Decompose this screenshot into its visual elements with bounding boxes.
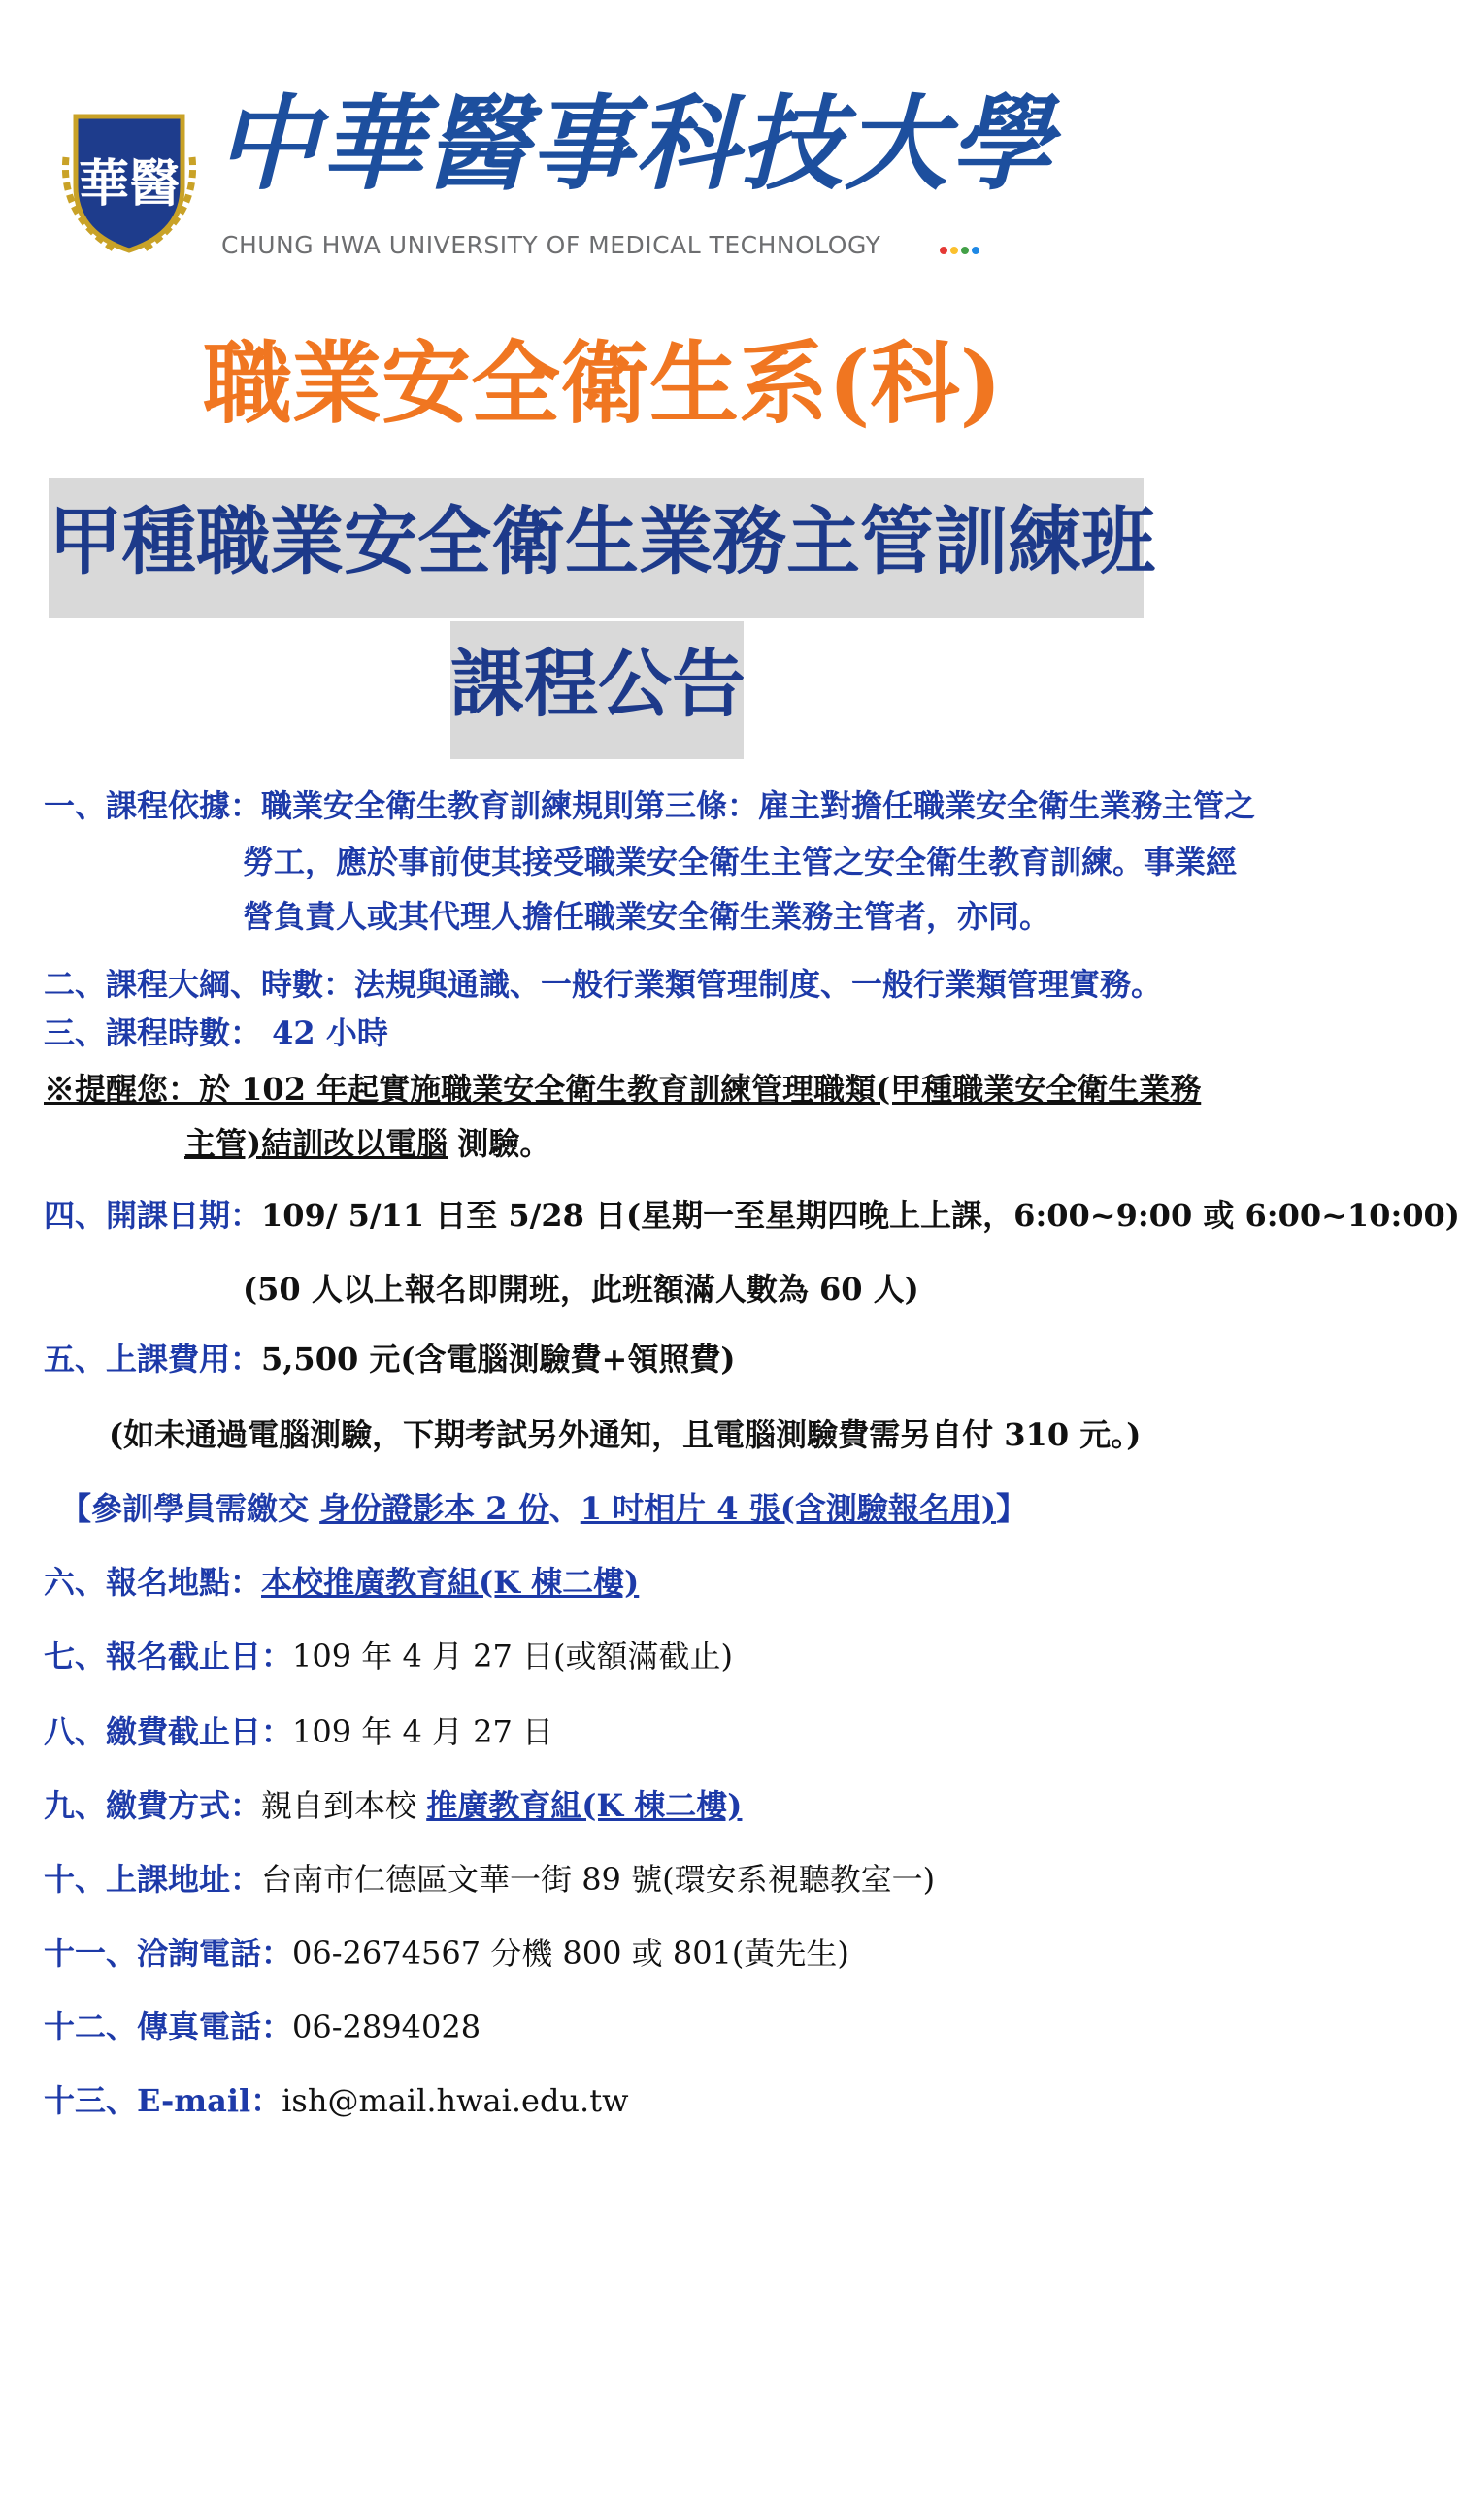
deadline-text: 109 年 4 月 27 日(或額滿截止) bbox=[292, 1638, 734, 1674]
phone-line bbox=[44, 1932, 849, 1974]
hours-label: 三、課程時數： bbox=[44, 1014, 262, 1051]
register-text: 本校推廣教育組(K 棟二樓) bbox=[261, 1564, 640, 1601]
fee-line bbox=[44, 1338, 735, 1380]
outline-label: 二、課程大綱、時數： bbox=[44, 966, 355, 1003]
required-docs-photo: 1 吋相片 4 張(含測驗報名用) bbox=[580, 1490, 996, 1527]
hours-line bbox=[44, 1011, 388, 1054]
dot-green bbox=[961, 247, 969, 254]
date-text: 109/ 5/11 日至 5/28 日(星期一至星期四晚上上課，6:00~9:00 或 6:00~10:00) bbox=[261, 1197, 1460, 1234]
register-line bbox=[44, 1561, 639, 1604]
dot-yellow bbox=[950, 247, 958, 254]
reminder-text-2c: 測驗。 bbox=[457, 1125, 551, 1162]
fax-text: 06-2894028 bbox=[292, 2008, 481, 2045]
hours-text: 42 小時 bbox=[261, 1014, 388, 1051]
university-name-en: CHUNG HWA UNIVERSITY OF MEDICAL TECHNOLOGY bbox=[221, 231, 881, 259]
reminder-line-1 bbox=[44, 1068, 1201, 1111]
required-docs-id-copy: 身份證影本 2 份 bbox=[319, 1490, 549, 1527]
date-note: (50 人以上報名即開班，此班額滿人數為 60 人) bbox=[243, 1271, 919, 1308]
address-text: 台南市仁德區文華一街 89 號(環安系視聽教室一) bbox=[261, 1861, 936, 1898]
basis-line-3 bbox=[243, 895, 1050, 938]
pay-method-text: 親自到本校 bbox=[261, 1787, 427, 1824]
date-note-line bbox=[243, 1268, 919, 1310]
dot-blue bbox=[972, 247, 979, 254]
required-docs-separator: 、 bbox=[548, 1490, 581, 1527]
address-label: 十、上課地址： bbox=[44, 1861, 262, 1898]
deadline-label: 七、報名截止日： bbox=[44, 1638, 293, 1674]
pay-method-label: 九、繳費方式： bbox=[44, 1787, 262, 1824]
university-name-cn: 中華醫事科技大學 bbox=[216, 83, 1054, 204]
reminder-text-2a: 主管) bbox=[184, 1125, 262, 1162]
reminder-line-2 bbox=[184, 1122, 550, 1165]
register-label: 六、報名地點： bbox=[44, 1564, 262, 1601]
required-docs-suffix: 】 bbox=[995, 1490, 1027, 1527]
fee-text: 5,500 元(含電腦測驗費+領照費) bbox=[261, 1341, 736, 1377]
email-label: 十三、E-mail： bbox=[44, 2082, 282, 2119]
reminder-label: ※提醒您： bbox=[44, 1071, 200, 1108]
fee-label: 五、上課費用： bbox=[44, 1341, 262, 1377]
email-text: ish@mail.hwai.edu.tw bbox=[282, 2082, 629, 2119]
course-title: 甲種職業安全衛生業務主管訓練班 bbox=[49, 498, 1155, 584]
deadline-line bbox=[44, 1635, 733, 1677]
pay-method-line bbox=[44, 1784, 742, 1827]
fax-label: 十二、傳真電話： bbox=[44, 2008, 293, 2045]
dot-red bbox=[940, 247, 947, 254]
basis-text-1: 職業安全衛生教育訓練規則第三條：雇主對擔任職業安全衛生業務主管之 bbox=[261, 787, 1256, 824]
basis-label: 一、課程依據： bbox=[44, 787, 262, 824]
fee-note: (如未通過電腦測驗，下期考試另外通知，且電腦測驗費需另自付 310 元。) bbox=[109, 1416, 1142, 1453]
department-title: 職業安全衛生系(科) bbox=[202, 331, 1003, 436]
pay-method-location: 推廣教育組(K 棟二樓) bbox=[426, 1787, 743, 1824]
date-label: 四、開課日期： bbox=[44, 1197, 262, 1234]
pay-deadline-text: 109 年 4 月 27 日 bbox=[292, 1713, 554, 1750]
address-line bbox=[44, 1858, 935, 1901]
required-docs-line bbox=[60, 1487, 1027, 1530]
email-line bbox=[44, 2079, 628, 2122]
date-line bbox=[44, 1194, 1460, 1237]
basis-line-1 bbox=[44, 784, 1255, 827]
emblem-text: 華醫 bbox=[78, 154, 181, 214]
outline-text: 法規與通識、一般行業類管理制度、一般行業類管理實務。 bbox=[354, 966, 1163, 1003]
phone-label: 十一、洽詢電話： bbox=[44, 1935, 293, 1972]
basis-text-3: 營負責人或其代理人擔任職業安全衛生業務主管者，亦同。 bbox=[243, 898, 1051, 935]
reminder-text-2b: 結訓改以電腦 bbox=[261, 1125, 448, 1162]
pay-deadline-label: 八、繳費截止日： bbox=[44, 1713, 293, 1750]
notice-title: 課程公告 bbox=[450, 641, 746, 727]
university-emblem bbox=[56, 109, 202, 254]
outline-line bbox=[44, 963, 1162, 1006]
basis-text-2: 勞工，應於事前使其接受職業安全衛生主管之安全衛生教育訓練。事業經 bbox=[243, 844, 1238, 880]
fax-line bbox=[44, 2006, 481, 2048]
required-docs-prefix: 【參訓學員需繳交 bbox=[60, 1490, 320, 1527]
phone-text: 06-2674567 分機 800 或 801(黃先生) bbox=[292, 1935, 849, 1972]
reminder-text-1: 於 102 年起實施職業安全衛生教育訓練管理職類(甲種職業安全衛生業務 bbox=[199, 1071, 1202, 1108]
basis-line-2 bbox=[243, 841, 1237, 883]
logo-dots bbox=[940, 240, 982, 258]
pay-deadline-line bbox=[44, 1710, 553, 1753]
fee-note-line bbox=[109, 1413, 1141, 1456]
